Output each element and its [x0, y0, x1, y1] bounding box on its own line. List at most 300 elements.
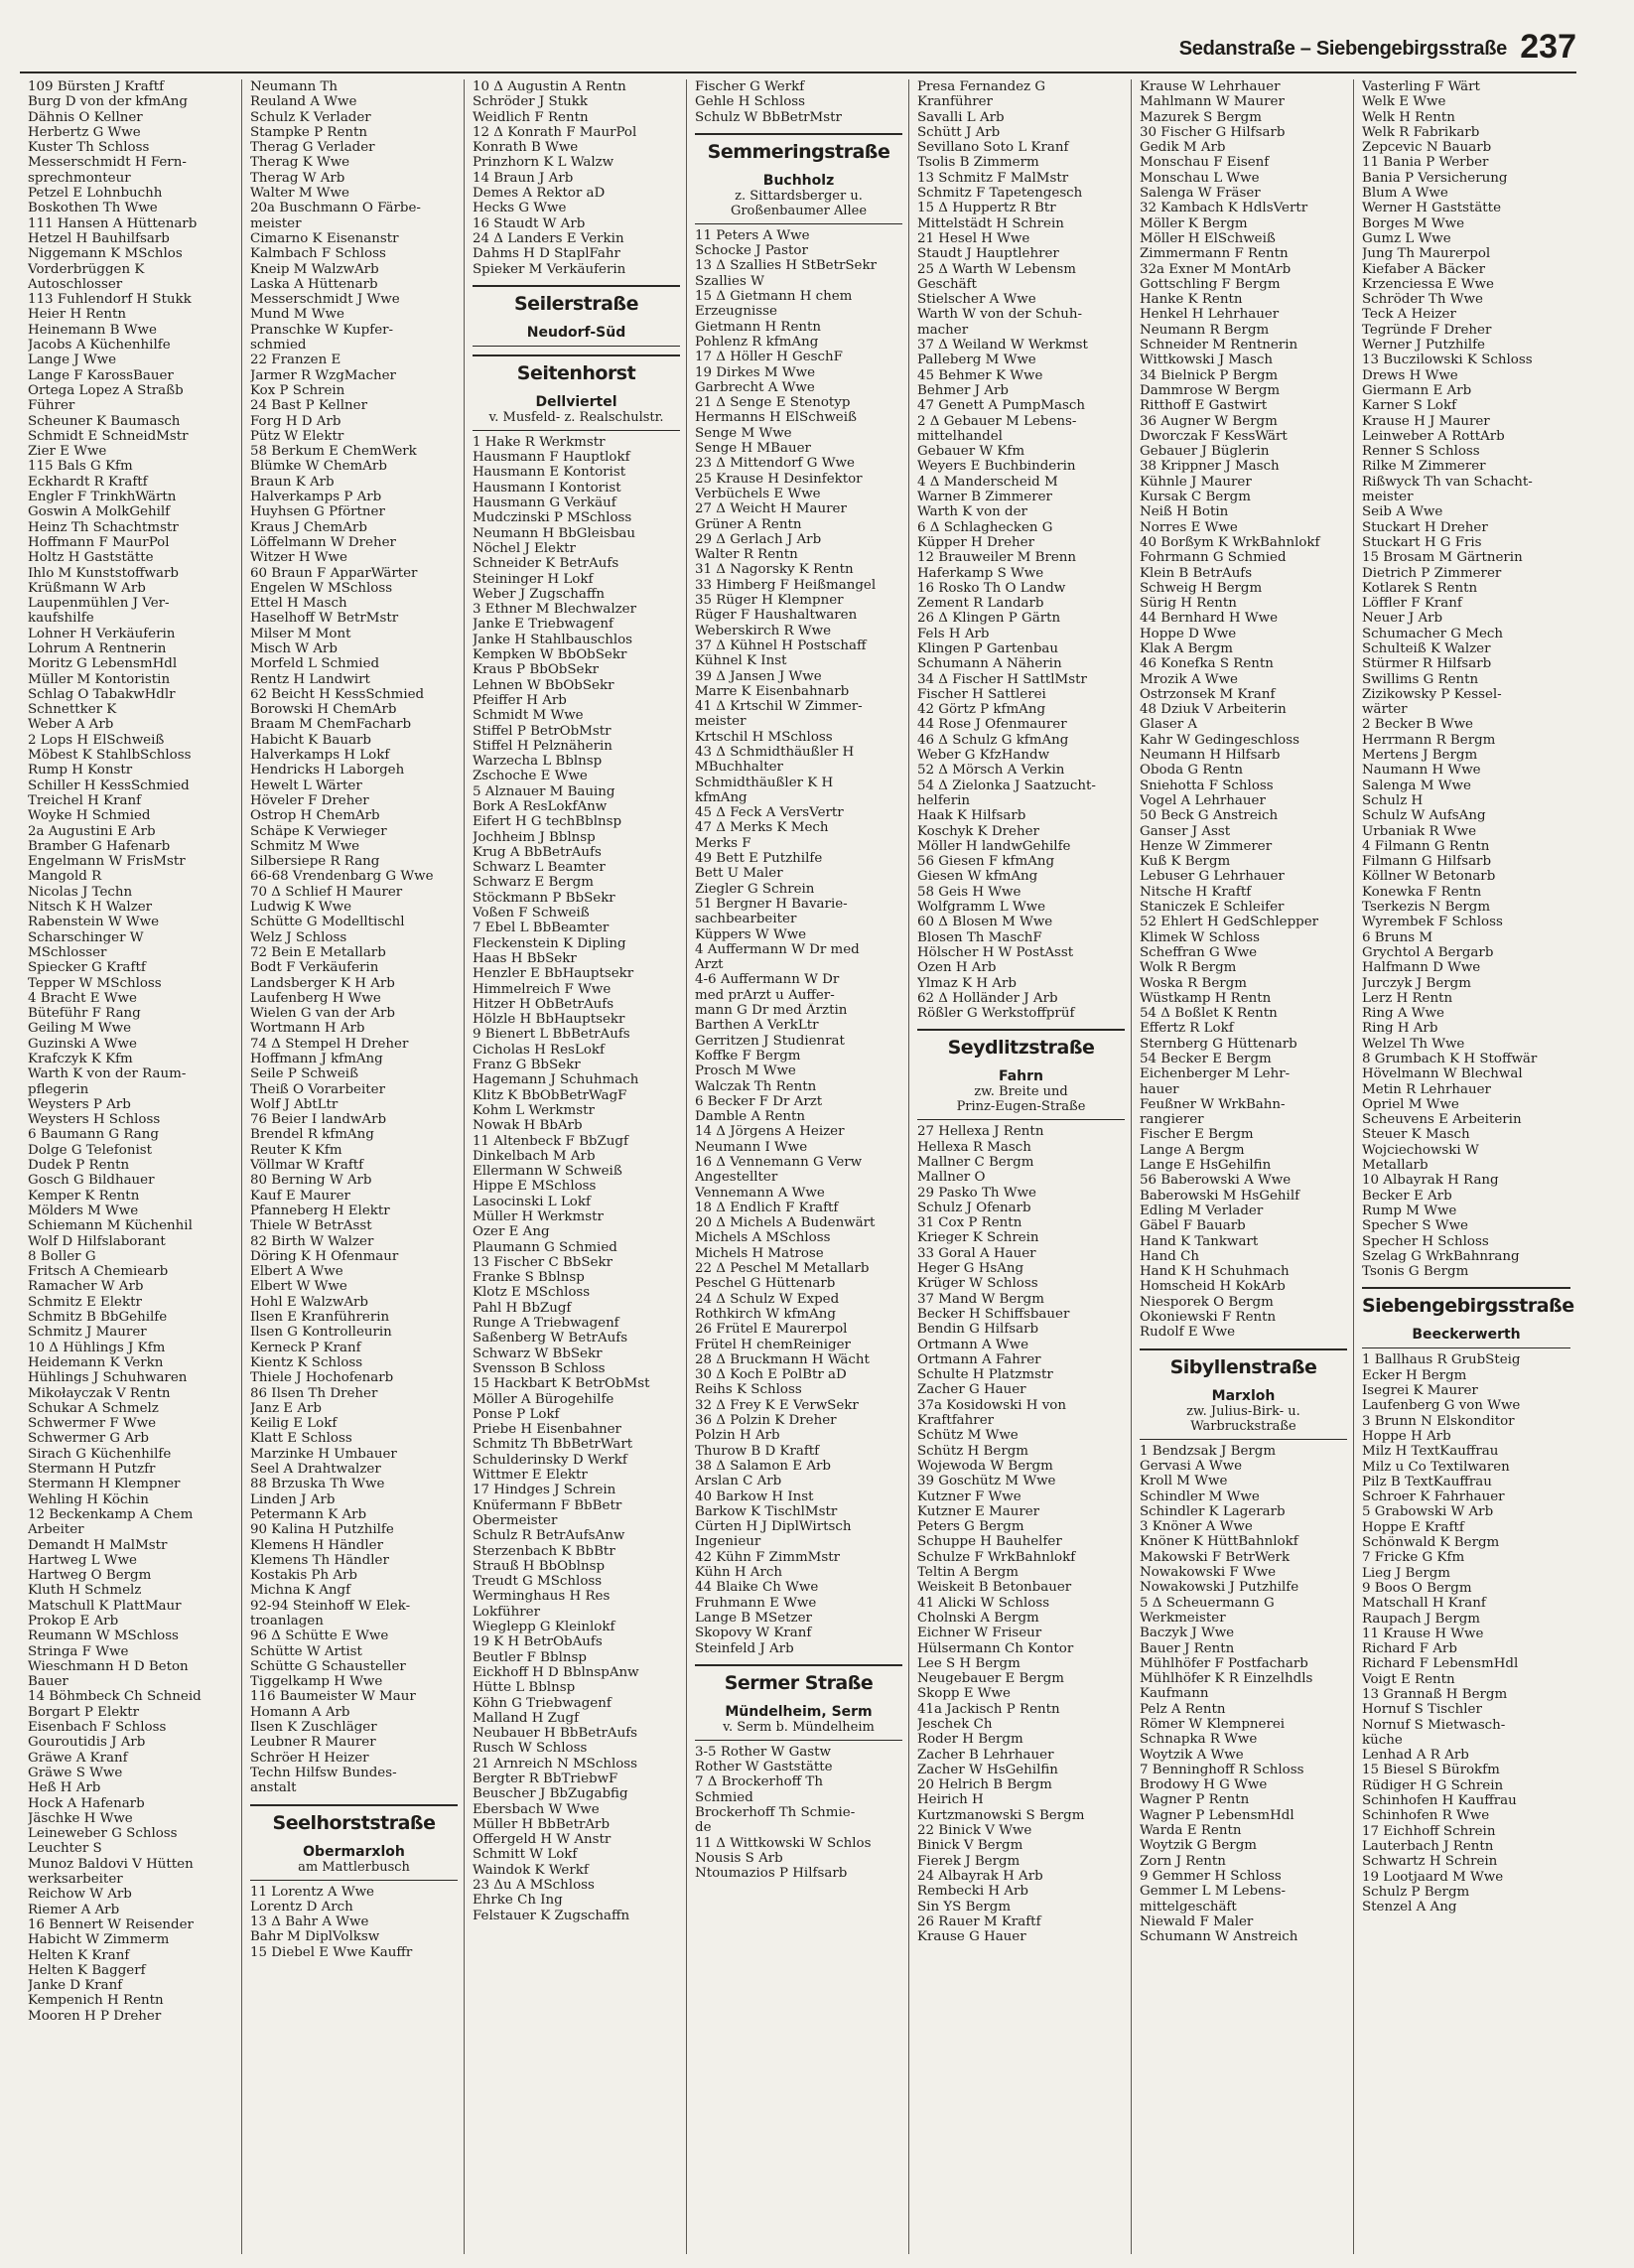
directory-entry: Witzer H Wwe [250, 550, 347, 566]
directory-entry: Schroer K Fahrhauer [1362, 1489, 1505, 1505]
directory-entry: Schweig H Bergm [1140, 580, 1263, 596]
directory-entry: Messerschmidt H Fern- [28, 155, 187, 171]
directory-entry: Gräwe A Kranf [28, 1750, 128, 1766]
directory-entry: 80 Berning W Arb [250, 1173, 372, 1189]
directory-column [20, 79, 242, 2254]
directory-entry: macher [917, 322, 969, 338]
directory-entry: 16 Bennert W Reisender [28, 1916, 194, 1932]
district-name: Dellviertel [535, 393, 617, 410]
directory-entry: Niewald F Maler [1140, 1914, 1254, 1929]
directory-entry: Schulz W BbBetrMstr [695, 109, 842, 125]
directory-entry: Schütte G Schausteller [250, 1658, 406, 1674]
street-extent: v. Serm b. Mündelheim [723, 1719, 875, 1735]
directory-entry: Habicht W Zimmerm [28, 1932, 170, 1948]
directory-entry: Frütel H chemReiniger [695, 1337, 851, 1352]
directory-entry: Effertz R Lokf [1140, 1021, 1234, 1037]
directory-entry: Jurczyk J Bergm [1362, 975, 1471, 991]
directory-entry: Staudt J Hauptlehrer [917, 246, 1059, 262]
directory-entry: Therag K Wwe [250, 155, 350, 171]
directory-entry: Kuster Th Schloss [28, 140, 150, 156]
directory-entry: 37 Δ Kühnel H Postschaff [695, 638, 867, 653]
directory-entry: Weber A Arb [28, 717, 114, 733]
directory-entry: Saßenberg W BetrAufs [473, 1331, 628, 1347]
directory-entry: Messerschmidt J Wwe [250, 292, 400, 308]
directory-entry: Konrath B Wwe [473, 140, 579, 156]
directory-entry: Heirich H [917, 1792, 984, 1808]
directory-entry: Eifert H G techBblnsp [473, 814, 622, 830]
directory-entry: Behmer J Arb [917, 382, 1009, 398]
directory-entry: med prArzt u Auffer- [695, 987, 835, 1003]
directory-entry: Weyers E Buchbinderin [917, 459, 1076, 475]
directory-entry: Baberowski M HsGehilf [1140, 1188, 1300, 1204]
directory-entry: Weber J Zugschaffn [473, 586, 605, 602]
directory-entry: Jeschek Ch [917, 1716, 993, 1732]
directory-entry: Gouroutidis J Arb [28, 1735, 146, 1751]
directory-entry: 36 Augner W Bergm [1140, 413, 1278, 429]
directory-entry: Hendricks H Laborgeh [250, 763, 405, 779]
directory-entry: Welk E Wwe [1362, 94, 1446, 110]
directory-entry: 31 Δ Nagorsky K Rentn [695, 562, 854, 578]
directory-entry: Schinhofen H Kauffrau [1362, 1793, 1517, 1809]
directory-entry: 41a Jackisch P Rentn [917, 1701, 1060, 1717]
directory-entry: Hellexa R Masch [917, 1139, 1031, 1155]
directory-entry: Warth W von der Schuh- [917, 307, 1082, 323]
directory-entry: Tsonis G Bergm [1362, 1264, 1469, 1280]
directory-entry: Kuß K Bergm [1140, 854, 1231, 870]
directory-entry: Wehling H Köchin [28, 1491, 149, 1507]
directory-entry: Stermann H Putzfr [28, 1462, 156, 1478]
directory-entry: Schumann A Näherin [917, 656, 1062, 672]
directory-entry: Cholnski A Bergm [917, 1610, 1039, 1626]
directory-entry: Dähnis O Kellner [28, 109, 143, 125]
directory-column [1354, 79, 1576, 2254]
directory-entry: 15 Biesel S Bürokfm [1362, 1763, 1500, 1778]
directory-entry: Dinkelbach M Arb [473, 1148, 596, 1164]
directory-entry: Norres E Wwe [1140, 519, 1238, 535]
directory-entry: MBuchhalter [695, 760, 783, 776]
directory-entry: Arbeiter [28, 1522, 84, 1538]
directory-entry: Hohl E WalzwArb [250, 1294, 368, 1310]
directory-entry: Dworczak F KessWärt [1140, 428, 1288, 444]
directory-entry: Woyke H Schmied [28, 808, 151, 824]
directory-entry: Wieglepp G Kleinlokf [473, 1620, 615, 1635]
directory-entry: 19 Dirkes M Wwe [695, 364, 815, 380]
directory-entry: Beutler F Bblnsp [473, 1649, 587, 1665]
directory-entry: Borgart P Elektr [28, 1704, 140, 1720]
directory-entry: Senge M Wwe [695, 425, 792, 441]
directory-entry: Therag G Verlader [250, 140, 375, 156]
directory-column [465, 79, 687, 2254]
directory-entry: Wolfgramm L Wwe [917, 900, 1046, 916]
directory-entry: Prokop E Arb [28, 1613, 119, 1629]
directory-entry: Ylmaz K H Arb [917, 975, 1017, 991]
directory-entry: 17 Hindges J Schrein [473, 1483, 616, 1498]
directory-entry: Rother W Gaststätte [695, 1760, 833, 1775]
directory-entry: 15 Brosam M Gärtnerin [1362, 550, 1523, 566]
directory-entry: Hoffmann F MaurPol [28, 534, 170, 550]
directory-entry: Woytzik G Bergm [1140, 1838, 1257, 1854]
directory-entry: Steuer K Masch [1362, 1127, 1470, 1143]
directory-entry: Bergter R BbTriebwF [473, 1771, 618, 1786]
directory-entry: de [695, 1820, 712, 1836]
directory-entry: Vogel A Lehrhauer [1140, 792, 1266, 808]
directory-entry: Richard F Arb [1362, 1641, 1457, 1657]
directory-entry: Fischer E Bergm [1140, 1127, 1254, 1143]
directory-entry: Stöckmann P BbSekr [473, 890, 615, 906]
directory-entry: Petermann K Arb [250, 1506, 367, 1522]
directory-entry: Matschall H Kranf [1362, 1596, 1486, 1612]
directory-entry: 27 Δ Weicht H Maurer [695, 501, 847, 517]
district-name: Neudorf-Süd [526, 324, 626, 341]
directory-entry: Haselhoff W BetrMstr [250, 611, 399, 627]
directory-entry: Binick V Bergm [917, 1838, 1023, 1854]
directory-entry: 16 Rosko Th O Landw [917, 580, 1066, 596]
directory-entry: 10 Δ Hühlings J Kfm [28, 1340, 166, 1355]
directory-entry: Schwarz E Bergm [473, 875, 594, 891]
directory-entry: Woytzik A Wwe [1140, 1747, 1244, 1763]
directory-entry: schmied [250, 338, 307, 354]
directory-entry: Rößler G Werkstoffprüf [917, 1006, 1075, 1022]
directory-entry: Krüßmann W Arb [28, 580, 146, 596]
directory-entry: 44 Bernhard H Wwe [1140, 611, 1279, 627]
directory-entry: Roder H Bergm [917, 1732, 1023, 1748]
directory-entry: Dolge G Telefonist [28, 1142, 152, 1158]
directory-entry: 15 Hackbart K BetrObMst [473, 1376, 650, 1392]
directory-entry: 30 Δ Koch E PolBtr aD [695, 1367, 847, 1383]
directory-entry: Neumann H Hilfsarb [1140, 748, 1281, 764]
directory-entry: Schmitt W Lokf [473, 1847, 578, 1863]
directory-entry: 26 Frütel E Maurerpol [695, 1322, 848, 1338]
directory-entry: Erzeugnisse [695, 304, 777, 320]
directory-entry: Kotlarek S Rentn [1362, 580, 1478, 596]
directory-entry: Runge A Triebwagenf [473, 1316, 619, 1332]
directory-entry: Stringa F Wwe [28, 1643, 129, 1659]
directory-entry: Halfmann D Wwe [1362, 960, 1481, 976]
directory-entry: Pahl H BbZugf [473, 1300, 572, 1316]
directory-entry: 7 Ebel L BbBeamter [473, 921, 610, 936]
directory-entry: 46 Konefka S Rentn [1140, 656, 1274, 672]
directory-entry: Stielscher A Wwe [917, 292, 1036, 308]
directory-entry: Merks F [695, 835, 751, 851]
directory-entry: 6 Bruns M [1362, 929, 1433, 945]
directory-entry: Ring A Wwe [1362, 1006, 1444, 1022]
district-name: Buchholz [762, 172, 835, 189]
directory-entry: 56 Baberowski A Wwe [1140, 1173, 1292, 1189]
directory-entry: Schmitz E Elektr [28, 1294, 142, 1310]
directory-entry: Wagner P LebensmHdl [1140, 1807, 1294, 1823]
directory-entry: Schwarz L Beamter [473, 860, 606, 876]
directory-entry: Angestellter [695, 1170, 778, 1186]
directory-entry: 58 Geis H Wwe [917, 884, 1021, 900]
directory-entry: 45 Δ Feck A VersVertr [695, 805, 844, 821]
directory-entry: Koffke F Bergm [695, 1048, 801, 1063]
directory-entry: 34 Bielnick P Bergm [1140, 367, 1279, 383]
directory-entry: 54 Becker E Bergm [1140, 1052, 1272, 1066]
directory-entry: Voßen F Schweiß [473, 906, 590, 921]
directory-entry: Schütte W Artist [250, 1643, 362, 1659]
directory-entry: Neumann R Bergm [1140, 322, 1270, 338]
directory-entry: Prinzhorn K L Walzw [473, 155, 614, 171]
directory-entry: Specher H Schloss [1362, 1233, 1489, 1249]
directory-entry: 51 Bergner H Bavarie- [695, 896, 848, 912]
directory-entry: Techn Hilfsw Bundes- [250, 1765, 397, 1780]
directory-entry: Janke E Triebwagenf [473, 617, 613, 633]
street-heading [1140, 1348, 1347, 1440]
directory-entry: Ortega Lopez A Straßb [28, 382, 184, 398]
directory-entry: Klemens H Händler [250, 1537, 383, 1553]
directory-entry: Palleberg M Wwe [917, 353, 1036, 368]
directory-entry: Milser M Mont [250, 626, 351, 641]
directory-entry: Vasterling F Wärt [1362, 79, 1480, 94]
directory-entry: Gebauer W Kfm [917, 444, 1025, 460]
directory-entry: Dammrose W Bergm [1140, 382, 1281, 398]
directory-column [1132, 79, 1354, 2254]
directory-entry: Henzler E BbHauptsekr [473, 966, 634, 982]
directory-entry: Stiffel H Pelznäherin [473, 738, 613, 754]
directory-entry: Heinz Th Schachtmstr [28, 519, 179, 535]
directory-entry: Nornuf S Mietwasch- [1362, 1717, 1506, 1733]
directory-entry: Fischer G Werkf [695, 79, 805, 94]
directory-entry: Lohner H Verkäuferin [28, 626, 176, 641]
directory-entry: Nowakowski F Wwe [1140, 1565, 1277, 1581]
directory-entry: Köhn G Triebwagenf [473, 1695, 612, 1711]
directory-entry: 30 Fischer G Hilfsarb [1140, 124, 1286, 140]
directory-entry: Neugebauer E Bergm [917, 1671, 1064, 1687]
directory-entry: Rabenstein W Wwe [28, 915, 160, 930]
directory-entry: Arslan C Arb [695, 1474, 782, 1489]
directory-entry: Krug A BbBetrAufs [473, 844, 602, 860]
directory-entry: Boskothen Th Wwe [28, 201, 158, 216]
directory-entry: Geschäft [917, 276, 977, 292]
directory-entry: kaufshilfe [28, 611, 94, 627]
directory-entry: Schumann W Anstreich [1140, 1929, 1298, 1945]
directory-entry: Lokführer [473, 1604, 540, 1620]
directory-entry: Schulz R BetrAufsAnw [473, 1528, 625, 1544]
directory-entry: Bauer [28, 1674, 68, 1690]
directory-entry: Klak A Bergm [1140, 640, 1234, 656]
directory-entry: Jung Th Maurerpol [1362, 246, 1491, 262]
street-extent: zw. Julius-Birk- u. [1186, 1403, 1300, 1419]
directory-entry: Hetzel H Bauhilfsarb [28, 230, 170, 246]
directory-entry: Bramber G Hafenarb [28, 838, 171, 854]
directory-entry: Zacher W HsGehilfin [917, 1762, 1058, 1777]
directory-entry: Blosen Th MaschF [917, 929, 1042, 945]
directory-entry: Engelmann W FrisMstr [28, 854, 186, 870]
directory-entry: Mittelstädt H Schrein [917, 215, 1064, 231]
directory-entry: Glaser A [1140, 717, 1198, 733]
directory-entry: Klemens Th Händler [250, 1552, 389, 1568]
directory-entry: 49 Bett E Putzhilfe [695, 851, 823, 867]
directory-entry: Halverkamps P Arb [250, 490, 382, 505]
directory-entry: Habicht K Bauarb [250, 732, 371, 748]
directory-entry: 12 Δ Konrath F MaurPol [473, 124, 637, 140]
street-name: Siebengebirgsstraße [1362, 1295, 1574, 1318]
directory-entry: Steininger H Lokf [473, 571, 594, 587]
directory-entry: 4 Auffermann W Dr med [695, 941, 860, 957]
directory-entry: Köllner W Betonarb [1362, 869, 1496, 885]
directory-entry: Pfeiffer H Arb [473, 692, 567, 708]
directory-entry: troanlagen [250, 1613, 324, 1629]
directory-entry: Schulteiß K Walzer [1362, 640, 1491, 656]
directory-entry: Schmidt M Wwe [473, 708, 584, 724]
directory-entry: Schütt J Arb [917, 124, 1001, 140]
directory-entry: Schmitz B BbGehilfe [28, 1310, 168, 1326]
directory-entry: Hartweg O Bergm [28, 1568, 152, 1584]
directory-entry: 2 Δ Gebauer M Lebens- [917, 413, 1077, 429]
directory-entry: Gumz L Wwe [1362, 230, 1451, 246]
directory-entry: Bauer J Rentn [1140, 1640, 1235, 1656]
directory-entry: Neumann I Wwe [695, 1139, 808, 1155]
directory-entry: 32a Exner M MontArb [1140, 261, 1292, 277]
directory-entry: 23 Δu A MSchloss [473, 1878, 595, 1894]
directory-entry: Jochheim J Bblnsp [473, 829, 596, 845]
directory-entry: 7 Benninghoff R Schloss [1140, 1762, 1304, 1777]
directory-entry: helferin [917, 792, 971, 808]
street-extent: v. Musfeld- z. Realschulstr. [488, 409, 664, 425]
directory-entry: Jarmer R WzgMacher [250, 367, 396, 383]
directory-entry: sachbearbeiter [695, 912, 797, 927]
directory-entry: Mallner C Bergm [917, 1155, 1034, 1170]
street-extent: Warbruckstraße [1190, 1418, 1296, 1434]
directory-entry: pflegerin [28, 1081, 89, 1097]
directory-entry: Hausmann G Verkäuf [473, 496, 616, 511]
directory-entry: Schütte G Modelltischl [250, 915, 405, 930]
directory-entry: Kostakis Ph Arb [250, 1568, 358, 1584]
directory-entry: 16 Staudt W Arb [473, 215, 586, 231]
directory-entry: Schwartz H Schrein [1362, 1854, 1498, 1870]
directory-entry: Lange F KarossBauer [28, 367, 174, 383]
directory-entry: 22 Binick V Wwe [917, 1823, 1032, 1839]
directory-entry: Schocke J Pastor [695, 243, 808, 259]
directory-entry: Knöner K HüttBahnlokf [1140, 1534, 1298, 1550]
directory-entry: Holtz H Gaststätte [28, 550, 154, 566]
directory-entry: Fierek J Bergm [917, 1853, 1021, 1869]
directory-entry: Weysters P Arb [28, 1096, 131, 1112]
directory-entry: Neumann H BbGleisbau [473, 525, 636, 541]
directory-entry: Engler F TrinkhWärtn [28, 490, 177, 505]
directory-entry: Wittkowski J Masch [1140, 353, 1274, 368]
directory-entry: Wolk R Bergm [1140, 960, 1237, 976]
directory-entry: Hanke K Rentn [1140, 292, 1243, 308]
directory-entry: Niesporek O Bergm [1140, 1294, 1274, 1310]
directory-entry: Raupach J Bergm [1362, 1611, 1480, 1627]
directory-entry: Leineweber G Schloss [28, 1826, 178, 1842]
directory-entry: Heier H Rentn [28, 307, 127, 323]
directory-entry: Felstauer K Zugschaffn [473, 1908, 630, 1923]
directory-entry: Rilke M Zimmerer [1362, 459, 1486, 475]
directory-entry: 8 Grumbach K H Stoffwär [1362, 1052, 1538, 1066]
street-extent: Prinz-Eugen-Straße [956, 1099, 1086, 1115]
directory-entry: mann G Dr med Ärztin [695, 1003, 848, 1019]
directory-entry: 13 Grannaß H Bergm [1362, 1686, 1508, 1702]
directory-entry: 113 Fuhlendorf H Stukk [28, 292, 192, 308]
directory-entry: Wyrembek F Schloss [1362, 915, 1503, 930]
directory-entry: Schulz P Bergm [1362, 1884, 1470, 1900]
directory-entry: Mrozik A Wwe [1140, 671, 1238, 687]
directory-entry: Okoniewski F Rentn [1140, 1310, 1277, 1326]
directory-entry: Theiß O Vorarbeiter [250, 1081, 385, 1097]
directory-entry: Özer E Ang [473, 1224, 550, 1240]
directory-entry: Senge H MBauer [695, 441, 811, 457]
directory-entry: Lange E HsGehilfin [1140, 1158, 1272, 1174]
directory-entry: Kühnel K Inst [695, 653, 787, 669]
directory-entry: 115 Bals G Kfm [28, 459, 133, 475]
directory-entry: Zimmermann F Rentn [1140, 246, 1289, 262]
directory-entry: Hermanns H ElSchweiß [695, 410, 857, 426]
directory-entry: Klein B BetrAufs [1140, 565, 1253, 581]
directory-entry: Lasocinski L Lokf [473, 1194, 591, 1209]
directory-entry: 36 Δ Polzin K Dreher [695, 1413, 837, 1429]
directory-entry: Eichner W Friseur [917, 1626, 1042, 1641]
directory-entry: Wortmann H Arb [250, 1021, 365, 1037]
directory-entry: Petzel E Lohnbuchh [28, 186, 163, 202]
directory-entry: Laufenberg G von Wwe [1362, 1398, 1521, 1414]
directory-entry: Teck A Heizer [1362, 307, 1456, 323]
directory-entry: Sirach G Küchenhilfe [28, 1446, 172, 1462]
directory-entry: Schröder J Stukk [473, 94, 588, 110]
directory-entry: Schmitz F Tapetengesch [917, 186, 1083, 202]
district-name: Mündelheim, Serm [725, 1703, 873, 1720]
directory-entry: 24 Δ Schulz W Exped [695, 1291, 840, 1307]
directory-entry: 2a Augustini E Arb [28, 823, 156, 839]
directory-entry: Hock A Hafenarb [28, 1795, 145, 1811]
directory-entry: Thiele W BetrAsst [250, 1218, 372, 1234]
directory-entry: Mazurek S Bergm [1140, 109, 1262, 125]
directory-entry: Gebauer J Büglerin [1140, 444, 1270, 460]
street-heading [695, 1664, 902, 1741]
directory-entry: Wojewoda W Bergm [917, 1458, 1053, 1474]
directory-entry: Pütz W Elektr [250, 428, 344, 444]
directory-entry: Gosch G Bildhauer [28, 1173, 155, 1189]
directory-entry: Kohm L Werkmstr [473, 1102, 595, 1118]
directory-entry: Heger G HsAng [917, 1261, 1024, 1277]
street-name: Semmeringstraße [707, 140, 890, 163]
directory-entry: 39 Goschütz M Wwe [917, 1474, 1056, 1489]
directory-entry: Weysters H Schloss [28, 1112, 161, 1128]
directory-entry: 17 Δ Höller H GeschF [695, 350, 843, 365]
directory-entry: 88 Brzuska Th Wwe [250, 1477, 385, 1492]
directory-entry: 72 Bein E Metallarb [250, 944, 386, 960]
directory-entry: Specher S Wwe [1362, 1218, 1468, 1234]
directory-entry: Silbersiepe R Rang [250, 854, 380, 870]
directory-entry: Hitzer H ObBetrAufs [473, 996, 614, 1012]
directory-entry: 38 Δ Salamon E Arb [695, 1458, 831, 1474]
directory-entry: Demes A Rektor aD [473, 186, 606, 202]
directory-entry: 60 Δ Blosen M Wwe [917, 915, 1053, 930]
directory-entry: 41 Δ Krtschil W Zimmer- [695, 699, 863, 715]
directory-entry: Schnettker K [28, 702, 117, 718]
directory-entry: Walter M Wwe [250, 186, 349, 202]
directory-entry: Wielen G van der Arb [250, 1006, 396, 1022]
directory-entry: Lehnen W BbObSekr [473, 677, 614, 693]
directory-entry: 29 Δ Gerlach J Arb [695, 531, 822, 547]
directory-entry: Polzin H Arb [695, 1428, 780, 1444]
directory-entry: Müller H BbBetrArb [473, 1816, 611, 1832]
directory-entry: Borges M Wwe [1362, 215, 1465, 231]
district-name: Marxloh [1211, 1387, 1276, 1404]
directory-entry: Teltin A Bergm [917, 1565, 1020, 1581]
directory-entry: 40 Barkow H Inst [695, 1488, 814, 1504]
directory-entry: Reuland A Wwe [250, 94, 357, 110]
directory-entry: Schneider M Rentnerin [1140, 338, 1298, 354]
street-extent: Großenbaumer Allee [730, 203, 868, 218]
directory-entry: Barkow K TischlMstr [695, 1503, 838, 1519]
directory-entry: Spiecker G Kraftf [28, 960, 146, 976]
directory-entry: Munoz Baldovi V Hütten [28, 1856, 194, 1872]
street-extent: z. Sittardsberger u. [735, 188, 863, 204]
directory-entry: 10 Δ Augustin A Rentn [473, 79, 626, 94]
directory-entry: Hoppe H Arb [1362, 1428, 1451, 1444]
